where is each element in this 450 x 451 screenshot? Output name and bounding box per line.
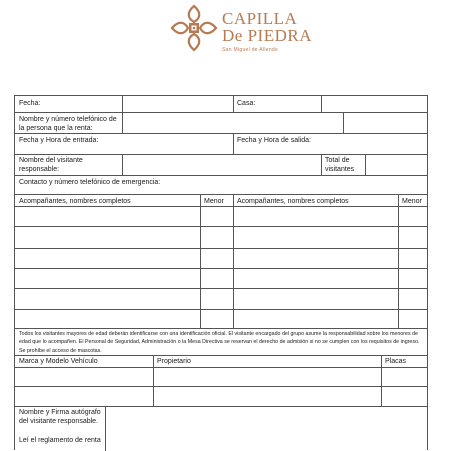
plates-label: Placas bbox=[385, 358, 407, 365]
companions-header-2: Acompañantes, nombres completos bbox=[237, 198, 349, 205]
date-label: Fecha: bbox=[19, 100, 41, 107]
plates-field[interactable] bbox=[382, 368, 426, 405]
house-label: Casa: bbox=[237, 100, 256, 107]
minor-header: Menor bbox=[204, 198, 224, 205]
companions-table[interactable] bbox=[16, 207, 426, 327]
renter-contact-label: Nombre y número telefónico de la persona que la renta: bbox=[19, 116, 117, 132]
row-divider bbox=[15, 194, 427, 195]
owner-label: Propietario bbox=[157, 358, 191, 365]
vehicle-label: Marca y Modelo Vehículo bbox=[19, 358, 98, 365]
house-field[interactable] bbox=[322, 97, 426, 111]
total-visitors-label: Total de visitantes bbox=[325, 157, 355, 173]
brand-title-line-1: CAPILLA bbox=[222, 9, 298, 28]
emergency-contact-field[interactable] bbox=[215, 176, 426, 193]
visitor-registration-form bbox=[14, 95, 428, 450]
rules-read-label: Leí el reglamento de renta bbox=[19, 437, 101, 444]
row-divider bbox=[15, 355, 427, 356]
vehicle-field[interactable] bbox=[16, 368, 152, 405]
renter-contact-field[interactable] bbox=[123, 113, 342, 132]
brand-title-line-2: De PIEDRA bbox=[222, 26, 312, 45]
column-divider bbox=[233, 133, 234, 154]
admission-notice: Todos los visitantes mayores de edad deberán identificarse con una identificación oficial. El visitante encargado del grupo asume la responsabilidad sobre los menores de edad que lo acompañen. El Personal de Seguridad, Administración o la Mesa Directiva se reservan el derecho de admisión si no se cumplen con los requisitos de ingreso. Se prohíbe el acceso de mascotas. bbox=[19, 331, 420, 354]
column-divider bbox=[233, 96, 234, 112]
owner-field[interactable] bbox=[154, 368, 380, 405]
minor-header-2: Menor bbox=[402, 198, 422, 205]
responsible-visitor-field[interactable] bbox=[123, 155, 320, 174]
renter-contact-extra-field[interactable] bbox=[344, 113, 426, 132]
ornamental-cross-icon bbox=[170, 4, 218, 52]
emergency-contact-label: Contacto y número telefónico de emergencia: bbox=[19, 179, 161, 186]
companions-header: Acompañantes, nombres completos bbox=[19, 198, 131, 205]
entry-datetime-label: Fecha y Hora de entrada: bbox=[19, 137, 99, 144]
exit-datetime-field[interactable] bbox=[345, 134, 426, 153]
responsible-visitor-label: Nombre del visitante responsable: bbox=[19, 157, 83, 173]
brand-subtitle: San Miguel de Allende bbox=[222, 47, 279, 53]
entry-datetime-field[interactable] bbox=[123, 134, 232, 153]
total-visitors-field[interactable] bbox=[366, 155, 426, 174]
signature-field[interactable] bbox=[106, 407, 426, 451]
form-header bbox=[0, 0, 450, 92]
signature-label: Nombre y Firma autógrafo del visitante responsable. bbox=[19, 409, 101, 425]
exit-datetime-label: Fecha y Hora de salida: bbox=[237, 137, 311, 144]
brand-title bbox=[222, 10, 312, 44]
date-field[interactable] bbox=[123, 97, 232, 111]
row-divider bbox=[15, 328, 427, 329]
column-divider bbox=[321, 154, 322, 175]
